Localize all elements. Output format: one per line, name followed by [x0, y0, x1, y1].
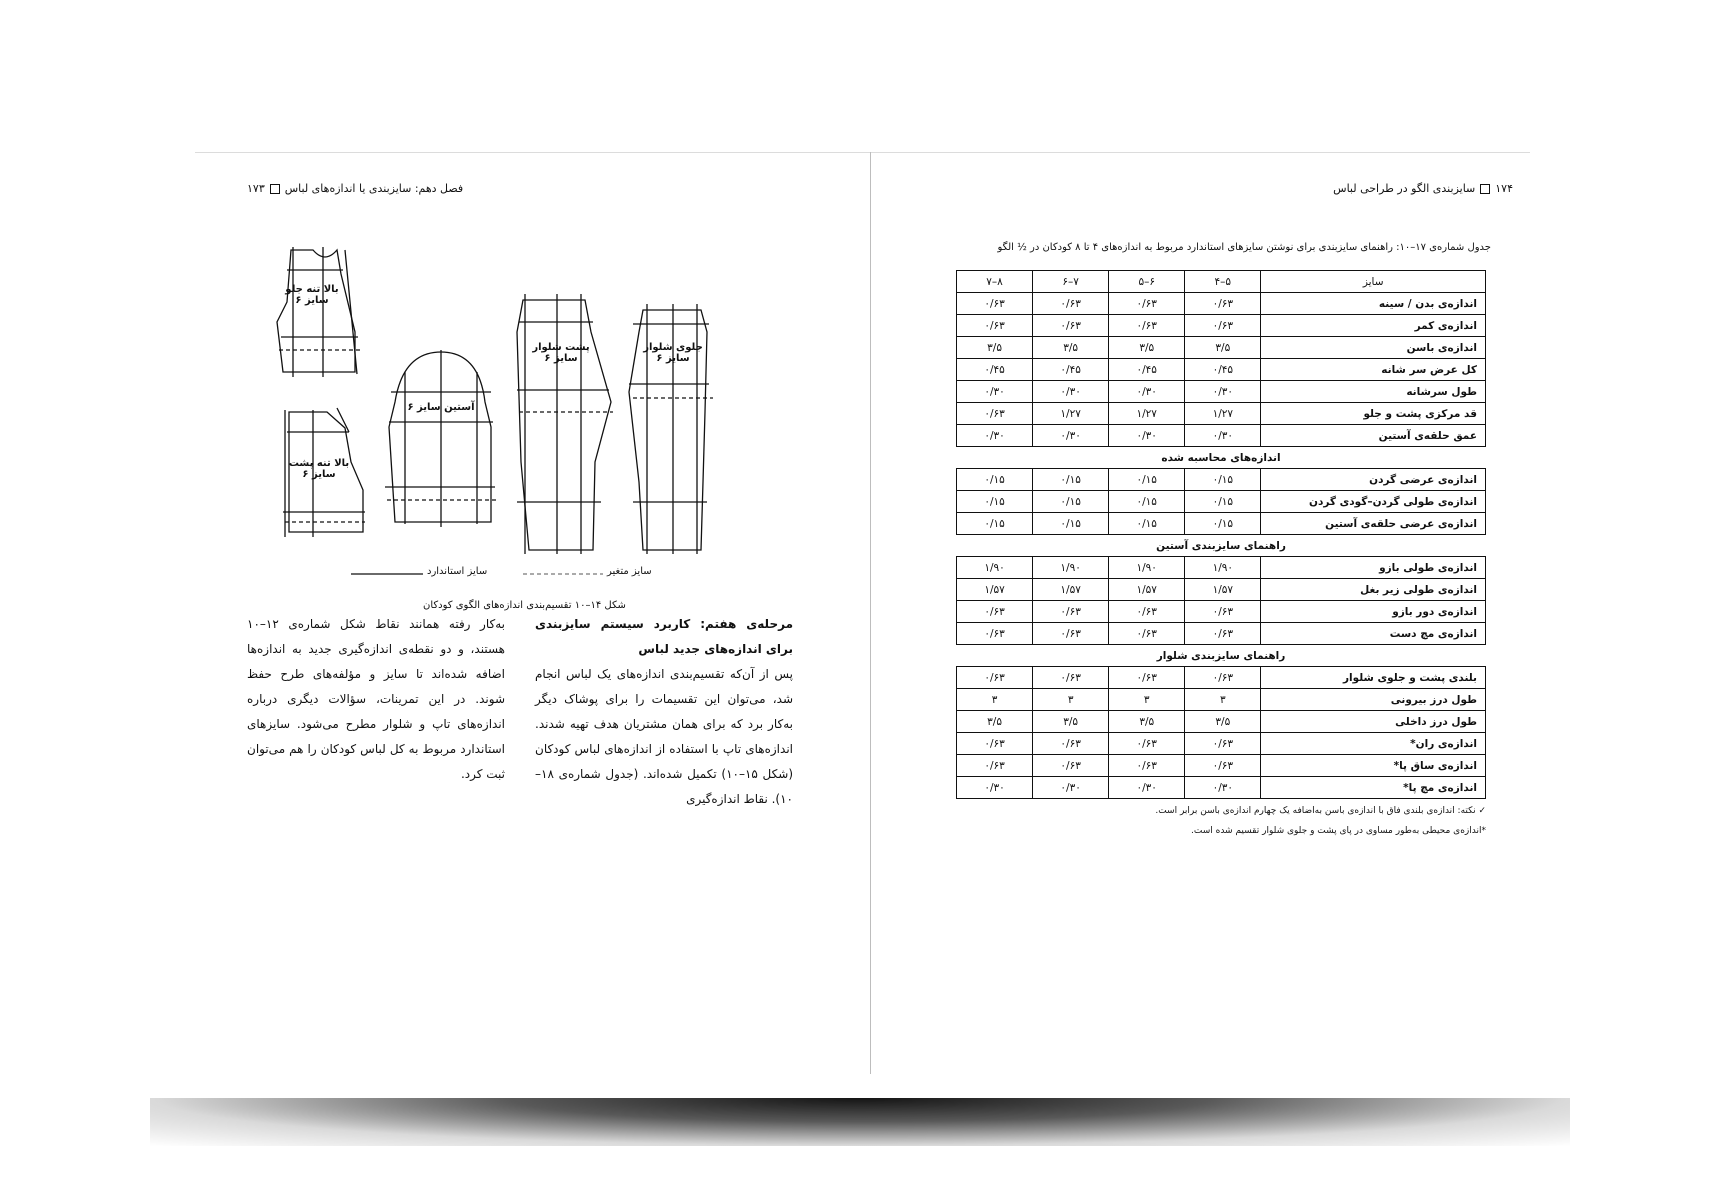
table-notes: [956, 801, 1486, 841]
label-front-trouser: جلوی شلوار سایز ۶: [643, 342, 703, 364]
paragraph-right: پس از آن‌که تقسیم‌بندی اندازه‌های یک لباس انجام شد، می‌توان این تقسیمات را برای پوشاک دیگر به‌کار برد که برای همان مشتریان هدف تهیه شدند. اندازه‌های تاپ با استفاده از اندازه‌های لباس کودکان (شکل ۱۵–۱۰) تکمیل شده‌اند. (جدول شماره‌ی ۱۸–۱۰). نقاط اندازه‌گیری: [535, 667, 793, 806]
pattern-figure: [273, 232, 793, 672]
grade-value: ۰/۶۳: [1033, 601, 1109, 623]
grade-value: ۰/۳۰: [1109, 381, 1185, 403]
table-row: [957, 403, 1486, 425]
grade-value: ۰/۶۳: [1033, 315, 1109, 337]
page-number: ۱۷۳: [247, 182, 265, 195]
grade-value: ۰/۴۵: [1185, 359, 1261, 381]
table-header-row: [957, 271, 1486, 293]
grade-value: ۰/۶۳: [957, 623, 1033, 645]
grade-value: ۰/۳۰: [1109, 777, 1185, 799]
measurement-label: اندازه‌ی عرضی گردن: [1261, 469, 1486, 491]
table-row: [957, 579, 1486, 601]
grade-value: ۳: [1185, 689, 1261, 711]
grade-value: ۰/۶۳: [1185, 293, 1261, 315]
grade-value: ۰/۶۳: [1109, 755, 1185, 777]
grade-value: ۰/۳۰: [1033, 381, 1109, 403]
grade-value: ۰/۶۳: [1185, 315, 1261, 337]
grade-value: ۰/۶۳: [1033, 667, 1109, 689]
measurement-label: کل عرض سر شانه: [1261, 359, 1486, 381]
grade-value: ۰/۶۳: [1185, 601, 1261, 623]
grade-value: ۱/۵۷: [1033, 579, 1109, 601]
grade-value: ۰/۳۰: [1185, 425, 1261, 447]
measurement-label: اندازه‌ی ران*: [1261, 733, 1486, 755]
grade-value: ۰/۳۰: [1033, 777, 1109, 799]
measurement-label: اندازه‌ی مچ دست: [1261, 623, 1486, 645]
grade-value: ۰/۶۳: [1185, 733, 1261, 755]
left-running-head: [247, 182, 463, 195]
grade-value: ۰/۶۳: [1185, 755, 1261, 777]
header-cell: ۵–۴: [1185, 271, 1261, 293]
left-page-column-right: [535, 612, 793, 812]
grade-value: ۰/۶۳: [957, 293, 1033, 315]
grade-value: ۰/۶۳: [957, 601, 1033, 623]
label-front-bodice: بالا تنه جلو سایز ۶: [285, 284, 339, 306]
measurement-label: اندازه‌ی کمر: [1261, 315, 1486, 337]
measurement-label: اندازه‌ی ساق پا*: [1261, 755, 1486, 777]
legend-standard: سایز استاندارد: [427, 566, 488, 577]
table-row: [957, 491, 1486, 513]
table-row: [957, 557, 1486, 579]
table-row: [957, 711, 1486, 733]
measurement-label: اندازه‌ی طولی بازو: [1261, 557, 1486, 579]
grade-value: ۰/۱۵: [957, 469, 1033, 491]
legend-variable: سایز متغیر: [607, 566, 652, 577]
table-row: [957, 755, 1486, 777]
grade-value: ۱/۹۰: [1185, 557, 1261, 579]
grade-value: ۰/۳۰: [1185, 381, 1261, 403]
note-circumference: *اندازه‌ی محیطی به‌طور مساوی در پای پشت و جلوی شلوار تقسیم شده است.: [1191, 826, 1486, 836]
grade-value: ۰/۶۳: [1033, 293, 1109, 315]
table-row: [957, 777, 1486, 799]
grade-value: ۱/۹۰: [957, 557, 1033, 579]
grade-value: ۰/۶۳: [957, 403, 1033, 425]
grade-value: ۰/۳۰: [957, 381, 1033, 403]
right-running-head: [1333, 182, 1513, 195]
section-heading: مرحله‌ی هفتم: کاربرد سیستم سایزبندی برای اندازه‌های جدید لباس: [535, 617, 793, 656]
table-row: [957, 689, 1486, 711]
measurement-label: اندازه‌ی دور بازو: [1261, 601, 1486, 623]
table-row: [957, 381, 1486, 403]
grade-value: ۰/۶۳: [957, 755, 1033, 777]
table-row: [957, 623, 1486, 645]
grade-value: ۰/۳۰: [1033, 425, 1109, 447]
grade-value: ۳/۵: [957, 337, 1033, 359]
measurement-label: اندازه‌ی باسن: [1261, 337, 1486, 359]
grade-value: ۳/۵: [1109, 711, 1185, 733]
table-body: [957, 293, 1486, 799]
page-number: ۱۷۴: [1495, 182, 1513, 195]
grade-value: ۳/۵: [957, 711, 1033, 733]
measurement-label: عمق حلقه‌ی آستین: [1261, 425, 1486, 447]
grade-value: ۰/۱۵: [1109, 491, 1185, 513]
table-caption: جدول شماره‌ی ۱۷–۱۰: راهنمای سایزبندی برای نوشتن سایزهای استاندارد مربوط به اندازه‌های ۴ تا ۸ کودکان در ½ الگو: [997, 242, 1491, 253]
grade-value: ۱/۹۰: [1109, 557, 1185, 579]
grade-value: ۰/۶۳: [1185, 623, 1261, 645]
measurement-label: طول سرشانه: [1261, 381, 1486, 403]
grade-value: ۰/۱۵: [1185, 513, 1261, 535]
section-header-row: [957, 535, 1486, 557]
grade-value: ۰/۶۳: [1109, 733, 1185, 755]
grade-value: ۳: [1109, 689, 1185, 711]
measurement-label: طول درز داخلی: [1261, 711, 1486, 733]
sizing-table: [956, 270, 1486, 799]
book-shadow: [150, 1098, 1570, 1146]
grade-value: ۰/۶۳: [1109, 601, 1185, 623]
grade-value: ۰/۴۵: [957, 359, 1033, 381]
chapter-title: فصل دهم: سایزبندی یا اندازه‌های لباس: [284, 182, 464, 195]
label-back-trouser: پشت شلوار سایز ۶: [532, 342, 590, 364]
note-crotch: ✓ نکته: اندازه‌ی بلندی فاق با اندازه‌ی باسن به‌اضافه یک چهارم اندازه‌ی باسن برابر است.: [1155, 806, 1486, 816]
grade-value: ۱/۹۰: [1033, 557, 1109, 579]
header-cell: ۷–۶: [1033, 271, 1109, 293]
table-row: [957, 667, 1486, 689]
grade-value: ۳/۵: [1033, 711, 1109, 733]
grade-value: ۰/۱۵: [957, 491, 1033, 513]
grade-value: ۳/۵: [1185, 711, 1261, 733]
measurement-label: اندازه‌ی طولی زیر بغل: [1261, 579, 1486, 601]
table-row: [957, 425, 1486, 447]
square-bullet-icon: [270, 184, 280, 194]
table-row: [957, 315, 1486, 337]
section-title: راهنمای سایزبندی شلوار: [957, 645, 1486, 667]
grade-value: ۰/۱۵: [1185, 469, 1261, 491]
grade-value: ۳/۵: [1109, 337, 1185, 359]
grade-value: ۰/۶۳: [1109, 293, 1185, 315]
grade-value: ۱/۵۷: [1185, 579, 1261, 601]
grade-value: ۰/۱۵: [1033, 469, 1109, 491]
table-row: [957, 469, 1486, 491]
header-cell: ۸–۷: [957, 271, 1033, 293]
figure-caption: شکل ۱۴–۱۰ تقسیم‌بندی اندازه‌های الگوی کودکان: [423, 600, 626, 611]
left-page: [195, 152, 870, 1070]
grade-value: ۰/۶۳: [1185, 667, 1261, 689]
table-row: [957, 359, 1486, 381]
grade-value: ۱/۵۷: [957, 579, 1033, 601]
grade-value: ۳/۵: [1033, 337, 1109, 359]
label-back-bodice: بالا تنه پشت سایز ۶: [288, 458, 350, 480]
grade-value: ۰/۳۰: [1109, 425, 1185, 447]
grade-value: ۰/۶۳: [957, 667, 1033, 689]
header-cell: سایز: [1261, 271, 1486, 293]
grade-value: ۳: [957, 689, 1033, 711]
grade-value: ۰/۶۳: [1109, 623, 1185, 645]
grade-value: ۰/۴۵: [1109, 359, 1185, 381]
grade-value: ۰/۴۵: [1033, 359, 1109, 381]
grade-value: ۰/۱۵: [1185, 491, 1261, 513]
section-title: راهنمای سایزبندی آستین: [957, 535, 1486, 557]
measurement-label: اندازه‌ی طولی گردن–گودی گردن: [1261, 491, 1486, 513]
grade-value: ۰/۱۵: [1109, 469, 1185, 491]
grade-value: ۱/۲۷: [1185, 403, 1261, 425]
grade-value: ۱/۲۷: [1033, 403, 1109, 425]
grade-value: ۰/۱۵: [1033, 513, 1109, 535]
table-row: [957, 733, 1486, 755]
grade-value: ۰/۱۵: [1033, 491, 1109, 513]
measurement-label: اندازه‌ی مچ پا*: [1261, 777, 1486, 799]
grade-value: ۱/۲۷: [1109, 403, 1185, 425]
grade-value: ۰/۳۰: [1185, 777, 1261, 799]
grade-value: ۰/۶۳: [1033, 755, 1109, 777]
book-title: سایزبندی الگو در طراحی لباس: [1333, 182, 1476, 195]
section-title: اندازه‌های محاسبه شده: [957, 447, 1486, 469]
grade-value: ۰/۶۳: [1109, 667, 1185, 689]
grade-value: ۰/۱۵: [957, 513, 1033, 535]
table-row: [957, 513, 1486, 535]
right-page: [871, 152, 1535, 1070]
measurement-label: بلندی پشت و جلوی شلوار: [1261, 667, 1486, 689]
measurement-label: طول درز بیرونی: [1261, 689, 1486, 711]
left-page-column-left: [247, 612, 505, 787]
paragraph-left: به‌کار رفته همانند نقاط شکل شماره‌ی ۱۲–۱۰ هستند، و دو نقطه‌ی اندازه‌گیری جدید به اندازه‌ها اضافه شده‌اند تا سایز و مؤلفه‌های طرح حفظ شوند. در این تمرینات، سؤالات دیگری درباره اندازه‌های تاپ و شلوار مطرح می‌شود. سایزهای استاندارد مربوط به کل لباس کودکان را هم می‌توان ثبت کرد.: [247, 617, 505, 781]
table-row: [957, 601, 1486, 623]
grade-value: ۰/۶۳: [1033, 733, 1109, 755]
measurement-label: اندازه‌ی عرضی حلقه‌ی آستین: [1261, 513, 1486, 535]
grade-value: ۰/۶۳: [957, 733, 1033, 755]
grade-value: ۰/۳۰: [957, 425, 1033, 447]
section-header-row: [957, 645, 1486, 667]
grade-value: ۰/۱۵: [1109, 513, 1185, 535]
square-bullet-icon: [1480, 184, 1490, 194]
grade-value: ۰/۶۳: [957, 315, 1033, 337]
grade-value: ۰/۶۳: [1033, 623, 1109, 645]
grade-value: ۳/۵: [1185, 337, 1261, 359]
measurement-label: اندازه‌ی بدن / سینه: [1261, 293, 1486, 315]
grade-value: ۳: [1033, 689, 1109, 711]
table-row: [957, 293, 1486, 315]
grade-value: ۱/۵۷: [1109, 579, 1185, 601]
section-header-row: [957, 447, 1486, 469]
grade-value: ۰/۶۳: [1109, 315, 1185, 337]
grade-value: ۰/۳۰: [957, 777, 1033, 799]
header-cell: ۶–۵: [1109, 271, 1185, 293]
measurement-label: قد مرکزی پشت و جلو: [1261, 403, 1486, 425]
table-row: [957, 337, 1486, 359]
label-sleeve: آستین سایز ۶: [407, 402, 475, 413]
